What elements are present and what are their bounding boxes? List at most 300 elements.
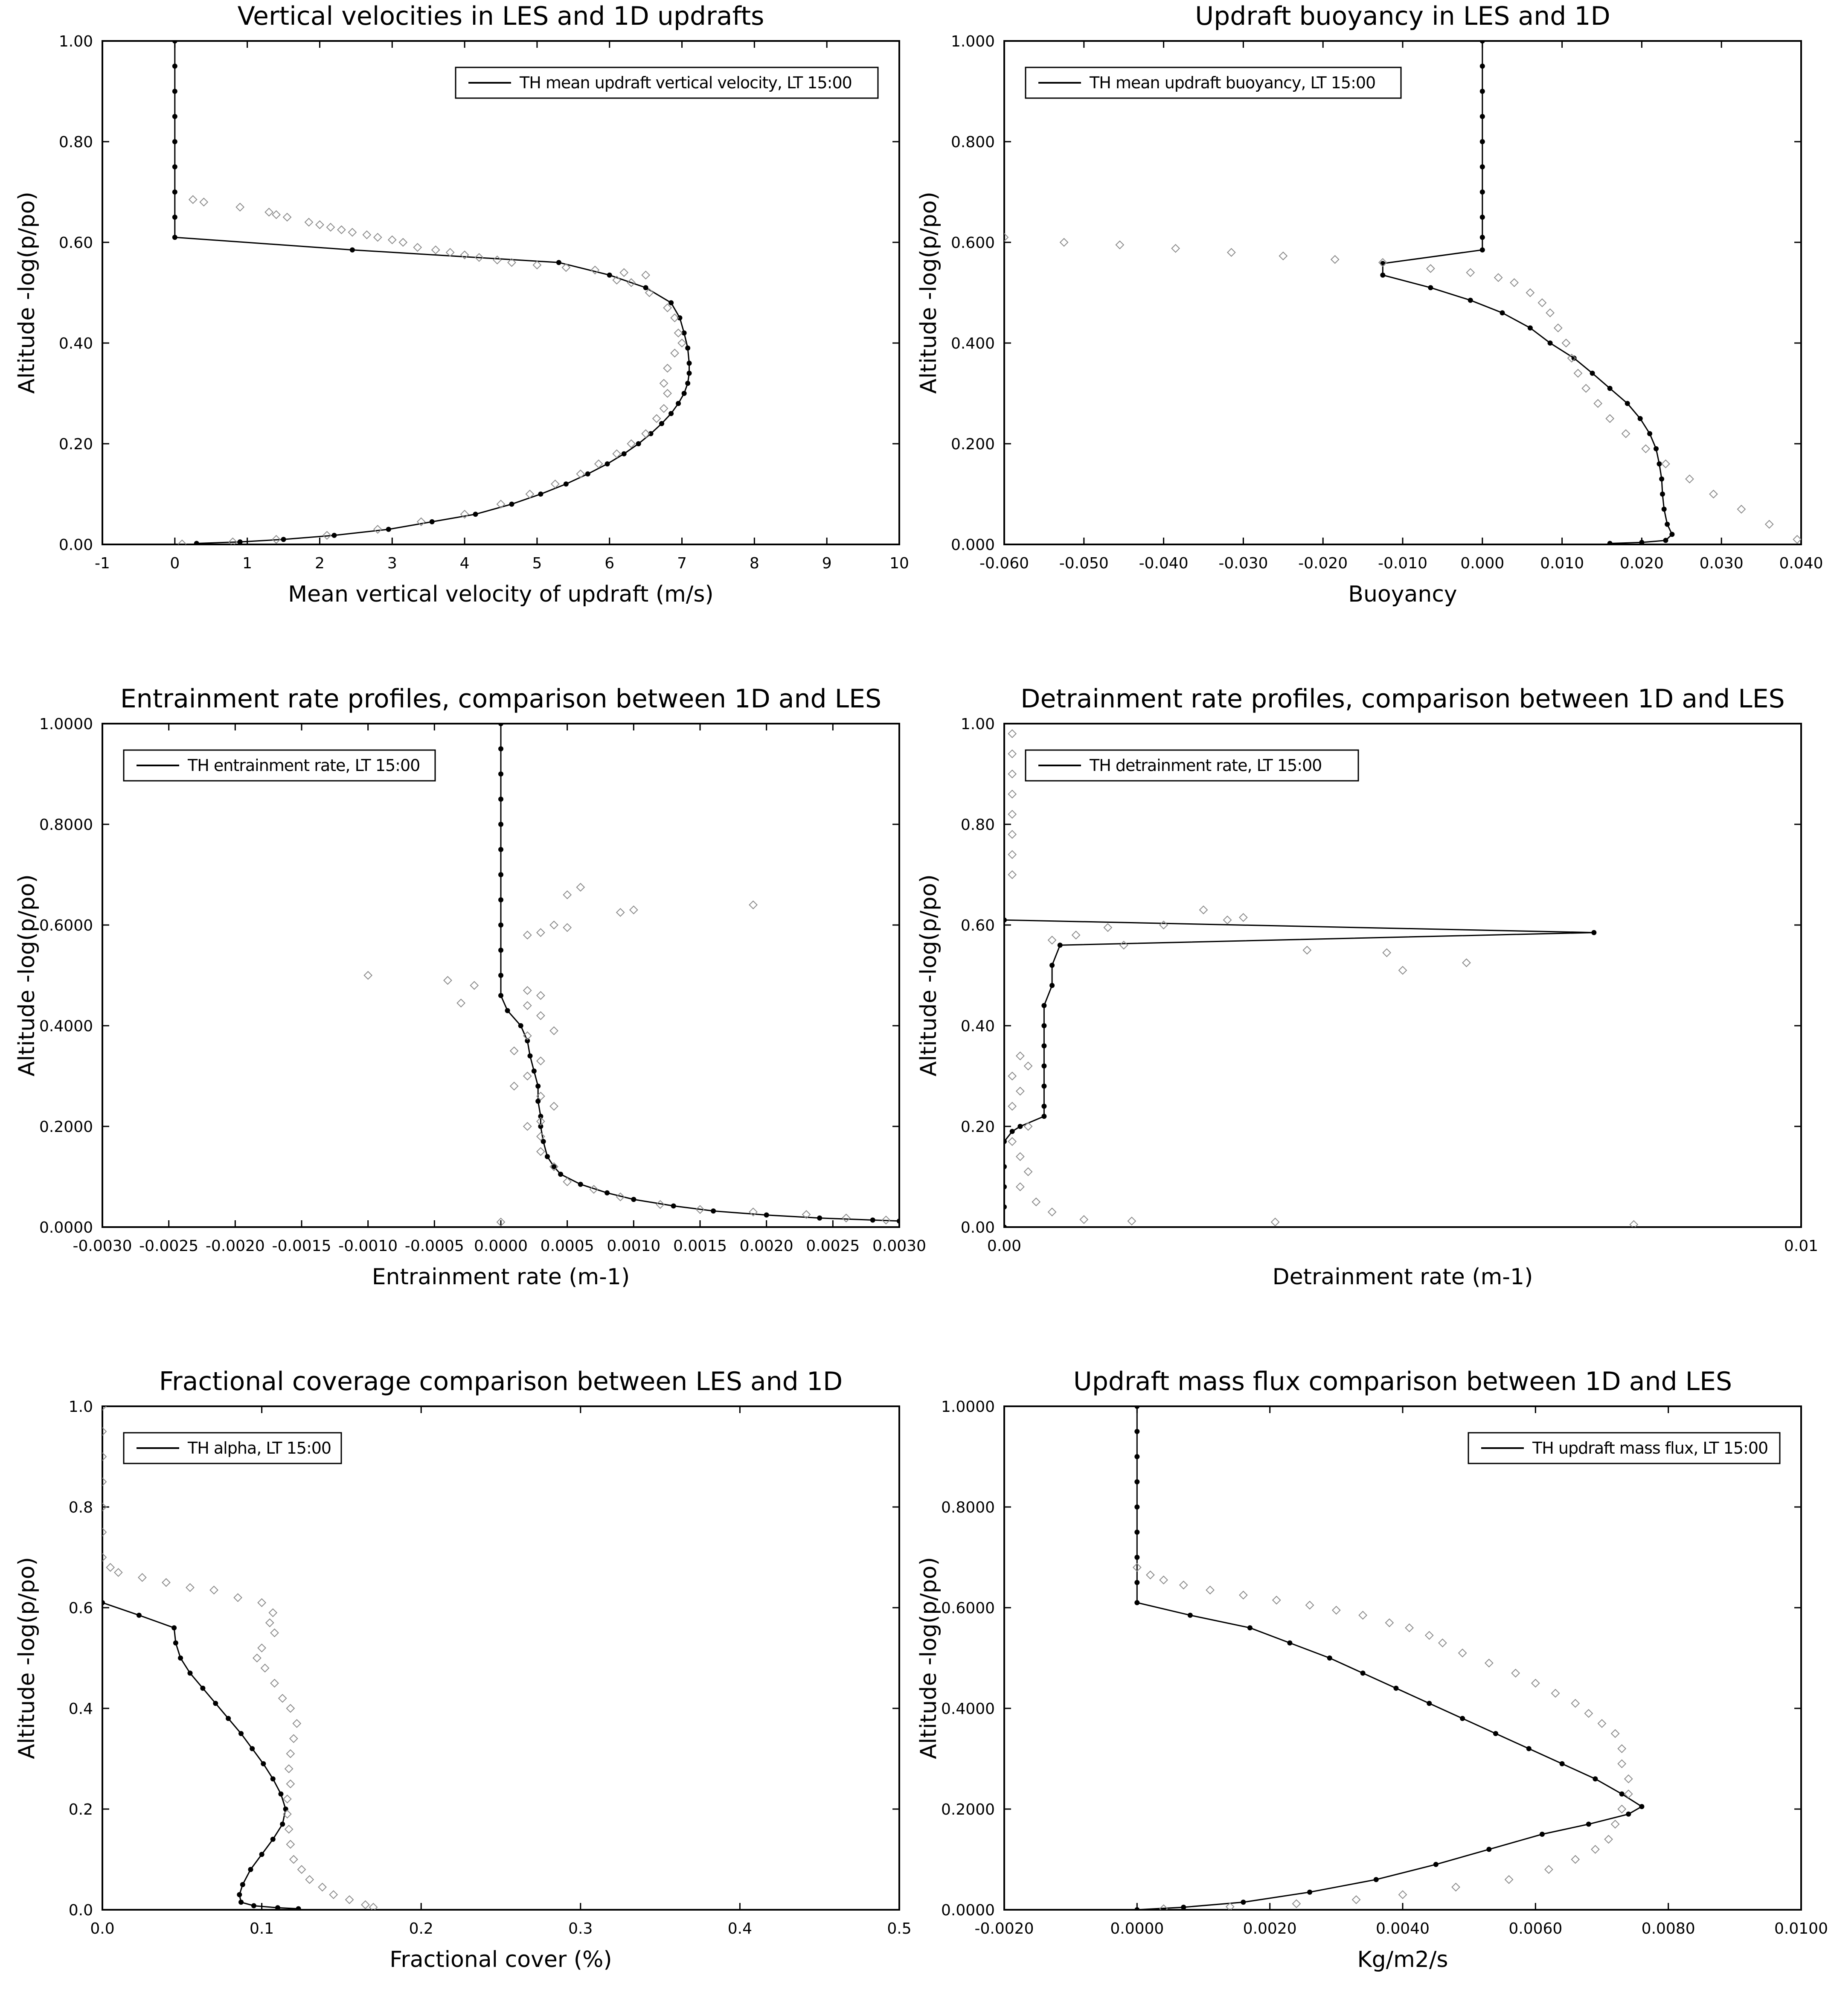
les-data-point [1594,400,1602,407]
x-axis-label: Mean vertical velocity of updraft (m/s) [288,582,714,607]
model-data-point [578,1182,583,1187]
model-data-point [556,260,561,265]
model-data-point [1241,1900,1246,1905]
model-data-point [1669,532,1674,537]
les-data-point [266,1619,273,1626]
model-line-series [498,721,902,1224]
les-data-point [287,1780,294,1788]
les-data-point [363,231,371,239]
model-data-point [643,285,648,290]
model-data-point [498,993,503,998]
x-tick-label: 2 [315,555,325,572]
les-data-point [261,1664,269,1672]
x-tick-label: -0.020 [1298,555,1348,572]
y-tick-label: 0.0 [68,1902,93,1919]
model-data-point [1657,461,1662,466]
les-data-point [1128,1217,1136,1225]
les-marker-series [364,884,890,1226]
les-data-point [533,261,541,269]
les-data-point [1611,1820,1619,1828]
model-data-point [137,1613,142,1618]
y-tick-label: 0.4 [68,1700,93,1718]
legend [456,67,878,98]
x-tick-label: 0.0030 [872,1237,926,1255]
les-data-point [1331,256,1339,263]
les-data-point [1439,1639,1446,1647]
les-data-point [236,203,244,211]
model-data-point [1625,401,1630,406]
les-data-point [1048,936,1056,944]
model-data-point [200,1686,205,1691]
model-data-point [498,822,503,827]
model-data-point [281,537,286,542]
model-data-point [1134,1404,1139,1409]
les-data-point [270,1629,278,1637]
model-data-point [1663,538,1668,543]
les-data-point [1598,1719,1606,1727]
y-tick-label: 0.6000 [941,1600,995,1617]
y-tick-label: 0.80 [58,134,93,151]
model-data-point [1188,1613,1193,1618]
x-tick-label: 3 [387,555,397,572]
les-data-point [285,1825,293,1833]
model-data-point [187,1670,192,1676]
les-data-point [1239,1591,1247,1599]
les-data-point [305,218,313,226]
legend [1026,67,1401,98]
model-data-point [518,1023,523,1028]
les-data-point [114,1568,122,1576]
les-data-point [1452,1883,1460,1891]
model-line-series [1002,917,1596,1230]
les-marker-series [99,1402,377,1911]
y-tick-label: 1.0000 [941,1398,995,1416]
model-data-point [1639,540,1644,545]
les-data-point [1383,949,1391,957]
model-data-point [1591,930,1596,935]
les-data-point [1009,750,1016,758]
les-data-point [1048,1208,1056,1216]
les-data-point [265,208,273,216]
model-data-point [280,1821,285,1827]
x-tick-label: 0.0040 [1376,1920,1430,1937]
y-tick-label: 0.80 [960,816,995,834]
model-data-point [564,481,569,486]
les-marker-series [1009,730,1638,1229]
les-data-point [1546,309,1554,317]
les-data-point [1425,1632,1433,1639]
les-data-point [1224,916,1231,924]
model-data-point [1468,298,1473,303]
model-data-point [1486,1847,1491,1852]
y-tick-label: 0.8000 [39,816,93,834]
model-data-point [1041,1063,1046,1068]
model-data-point [1134,1530,1139,1535]
chart-panel-5 [14,1367,912,1972]
les-data-point [1686,475,1693,483]
model-data-point [685,381,690,386]
chart-panel-1 [14,1,909,607]
model-data-point [259,1852,264,1857]
model-data-point [585,471,590,477]
legend-label: TH detrainment rate, LT 15:00 [1090,756,1322,775]
les-data-point [1332,1606,1340,1614]
les-data-point [290,1735,297,1743]
x-tick-label: -0.030 [1218,555,1268,572]
les-data-point [1239,913,1247,921]
les-data-point [1662,460,1669,468]
x-tick-label: -0.010 [1378,555,1428,572]
y-tick-label: 0.600 [950,234,995,252]
les-data-point [1642,445,1650,453]
y-tick-label: 0.000 [950,536,995,554]
model-data-point [473,512,478,517]
chart-title: Detrainment rate profiles, comparison between 1D and LES [1020,684,1785,714]
y-tick-label: 0.0000 [39,1219,93,1236]
model-data-point [1049,963,1055,968]
y-tick-label: 0.400 [950,335,995,352]
les-data-point [210,1586,218,1594]
model-data-point [1380,273,1385,278]
y-tick-label: 0.20 [58,436,93,453]
x-tick-label: 0.4 [727,1920,753,1937]
model-series-line [102,1603,299,1908]
les-data-point [660,404,668,412]
model-data-point [1427,1701,1432,1706]
les-data-point [1271,1218,1279,1226]
x-tick-label: -1 [95,555,110,572]
x-tick-label: 10 [889,555,909,572]
model-data-point [1480,189,1485,195]
plot-data [1000,38,1801,546]
les-data-point [664,364,671,372]
les-data-point [200,198,208,206]
model-data-point [1287,1641,1292,1646]
model-data-point [171,1625,177,1630]
y-tick-label: 0.2000 [39,1118,93,1136]
model-data-point [509,502,514,507]
les-data-point [664,390,671,397]
les-data-point [1532,1679,1539,1687]
model-data-point [1134,1454,1139,1459]
model-data-point [1041,1023,1046,1028]
model-data-point [1590,371,1595,376]
les-data-point [564,891,571,899]
model-data-point [1626,1812,1631,1817]
les-data-point [287,1750,294,1757]
model-data-point [498,922,503,928]
les-data-point [1180,1581,1187,1589]
model-data-point [1134,1580,1139,1585]
model-data-point [1002,917,1007,922]
model-data-point [1493,1731,1498,1736]
legend [124,1433,341,1463]
les-data-point [523,1123,531,1130]
model-data-point [1586,1821,1591,1827]
model-data-point [527,1053,532,1059]
les-data-point [1467,269,1474,276]
model-data-point [1002,1225,1007,1230]
les-data-point [1009,871,1016,879]
model-data-point [764,1213,769,1218]
les-data-point [630,906,637,914]
les-data-point [494,256,501,264]
les-data-point [1116,241,1124,249]
les-data-point [1562,339,1570,347]
model-data-point [172,114,177,119]
les-data-point [1009,851,1016,858]
model-data-point [1058,943,1063,948]
les-data-point [1512,1669,1520,1677]
model-data-point [607,273,612,278]
les-data-point [1279,252,1287,260]
les-data-point [1585,1710,1593,1717]
les-data-point [1574,369,1582,377]
model-data-point [1665,522,1670,527]
model-data-point [1327,1655,1332,1661]
x-axis-label: Entrainment rate (m-1) [372,1264,630,1290]
les-data-point [1427,265,1434,272]
model-data-point [1528,326,1533,331]
les-data-point [374,526,381,533]
model-data-point [605,461,610,466]
les-data-point [1572,1699,1579,1707]
y-axis-label: Altitude -log(p/po) [916,874,942,1076]
model-data-point [498,746,503,751]
model-data-point [1002,1204,1007,1210]
model-data-point [1647,431,1652,436]
plot-data [99,1402,377,1911]
legend [124,750,435,781]
model-data-point [1247,1625,1253,1630]
les-data-point [1618,1805,1626,1813]
les-data-point [1009,730,1016,738]
model-data-point [1010,1129,1015,1134]
les-data-point [616,909,624,916]
les-data-point [414,244,421,251]
les-data-point [444,977,451,984]
model-data-point [1360,1670,1366,1676]
model-data-point [172,164,177,169]
x-tick-label: 0.0100 [1774,1920,1828,1937]
y-tick-label: 1.00 [960,716,995,733]
les-data-point [523,931,531,939]
les-data-point [269,1609,277,1617]
legend-label: TH mean updraft vertical velocity, LT 15:00 [520,73,852,92]
x-tick-label: 0.0005 [540,1237,594,1255]
les-data-point [1494,274,1502,282]
les-data-point [1738,505,1745,513]
model-data-point [817,1216,822,1221]
chart-title: Vertical velocities in LES and 1D updrafts [237,1,764,31]
y-tick-label: 0.6 [68,1600,93,1617]
x-tick-label: 6 [605,555,615,572]
les-data-point [1765,521,1773,528]
les-data-point [1024,1168,1032,1175]
les-data-point [290,1856,297,1863]
x-tick-label: 0.0020 [1243,1920,1297,1937]
les-data-point [1120,941,1128,949]
les-data-point [279,1694,286,1702]
les-data-point [1622,430,1630,437]
x-tick-label: -0.0025 [139,1237,199,1255]
model-data-point [1460,1716,1465,1721]
model-data-point [1002,1184,1007,1190]
les-data-point [510,1082,518,1090]
model-data-point [1660,492,1665,497]
model-data-point [682,391,687,396]
x-tick-label: -0.050 [1059,555,1109,572]
x-axis-label: Detrainment rate (m-1) [1272,1264,1533,1290]
les-data-point [537,992,544,999]
model-data-point [671,1203,676,1208]
model-data-point [213,1701,218,1706]
les-data-point [1462,959,1470,967]
plot-frame [102,41,899,544]
x-tick-label: 4 [459,555,470,572]
les-data-point [510,1047,518,1055]
les-data-point [1200,906,1207,914]
les-data-point [564,924,571,931]
les-data-point [842,1214,850,1222]
model-data-point [636,441,641,446]
model-data-point [631,1197,636,1202]
chart-title: Updraft buoyancy in LES and 1D [1195,1,1610,31]
les-data-point [620,269,628,276]
y-tick-label: 0.4000 [39,1018,93,1035]
model-data-point [1480,114,1485,119]
x-tick-label: 0.0020 [739,1237,793,1255]
les-data-point [1160,1576,1168,1584]
x-tick-label: 0.0000 [474,1237,528,1255]
x-tick-label: 0.000 [1460,555,1505,572]
x-axis-label: Kg/m2/s [1357,1947,1448,1972]
x-tick-label: -0.0030 [73,1237,132,1255]
model-data-point [350,247,355,253]
model-data-point [270,1776,276,1781]
x-tick-label: 0.2 [409,1920,433,1937]
y-tick-label: 0.60 [58,234,93,252]
les-data-point [1399,966,1407,974]
chart-title: Updraft mass flux comparison between 1D and LES [1073,1367,1732,1396]
les-data-point [316,221,323,229]
y-axis-label: Altitude -log(p/po) [14,874,40,1076]
les-data-point [1406,1624,1413,1632]
les-data-point [258,1599,266,1606]
model-data-point [1560,1761,1565,1766]
model-data-point [251,1903,256,1908]
les-data-point [1352,1896,1360,1903]
y-axis-label: Altitude -log(p/po) [916,192,942,394]
x-tick-label: 0.01 [1784,1237,1819,1255]
les-data-point [293,1719,301,1727]
les-data-point [298,1866,305,1873]
model-data-point [1049,983,1055,988]
model-data-point [1526,1746,1532,1751]
les-data-point [1032,1198,1040,1206]
les-data-point [1505,1876,1513,1883]
model-data-point [1041,1043,1046,1048]
les-marker-series [1133,1564,1632,1913]
les-data-point [1024,1062,1032,1070]
les-data-point [1227,249,1235,256]
chart-panel-6 [916,1367,1828,1972]
les-data-point [273,211,280,218]
les-data-point [349,228,356,236]
les-data-point [1009,1072,1016,1080]
model-data-point [250,1746,255,1751]
x-tick-label: -0.0015 [272,1237,331,1255]
model-series-line [1004,920,1594,1227]
les-data-point [1009,770,1016,778]
model-data-point [498,973,503,978]
les-data-point [1072,931,1080,939]
model-data-point [532,1068,537,1073]
legend-label: TH updraft mass flux, LT 15:00 [1532,1439,1768,1457]
les-data-point [1591,1845,1599,1853]
model-data-point [1540,1832,1545,1837]
model-data-point [1134,1907,1139,1912]
plot-frame [102,1406,899,1910]
x-tick-label: 0.00 [987,1237,1022,1255]
model-data-point [331,533,337,538]
les-data-point [337,226,345,234]
les-data-point [1554,324,1562,332]
chart-title: Fractional coverage comparison between LES and 1D [159,1367,843,1396]
model-data-point [498,872,503,877]
model-data-point [238,539,243,544]
les-data-point [1606,415,1614,422]
les-data-point [1306,1601,1314,1609]
les-data-point [550,1027,558,1035]
model-data-point [498,897,503,902]
y-tick-label: 0.6000 [39,917,93,934]
model-series-line [1137,1406,1642,1910]
model-data-point [498,721,503,726]
les-data-point [374,233,381,241]
model-data-point [172,235,177,240]
les-data-point [186,1584,194,1591]
les-data-point [364,972,372,979]
model-data-point [173,1641,178,1646]
les-data-point [537,1012,544,1019]
x-tick-label: -0.060 [979,555,1029,572]
x-tick-label: 0.0060 [1508,1920,1563,1937]
x-axis-label: Buoyancy [1348,582,1457,607]
les-data-point [361,1901,369,1908]
model-data-point [275,1905,280,1910]
model-data-point [685,346,690,351]
les-data-point [750,901,757,909]
les-data-point [537,1057,544,1065]
y-tick-label: 1.00 [58,33,93,50]
plot-data [1133,1404,1644,1913]
model-data-point [240,1882,245,1887]
model-data-point [1639,1804,1644,1809]
model-data-point [1480,38,1485,44]
plot-frame [1004,41,1801,544]
les-data-point [283,213,291,221]
model-data-point [1134,1429,1139,1434]
model-data-point [1002,1139,1007,1144]
model-data-point [172,64,177,69]
y-tick-label: 0.8000 [941,1499,995,1516]
chart-panel-4 [916,684,1818,1290]
y-tick-label: 0.60 [960,917,995,934]
model-data-point [1607,386,1613,391]
model-data-point [1638,416,1643,421]
x-tick-label: 1 [242,555,253,572]
